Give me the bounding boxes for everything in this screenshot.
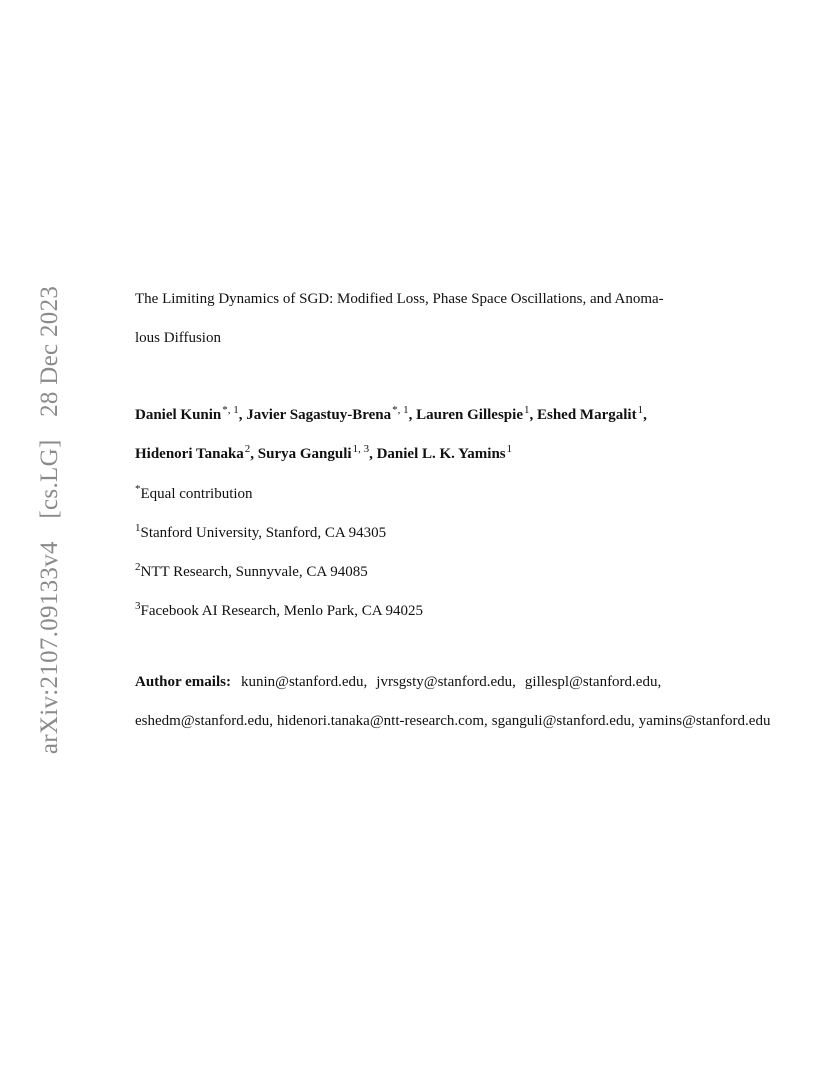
author-affiliation-mark: *, 1 bbox=[392, 404, 409, 416]
affiliation-text: Equal contribution bbox=[140, 486, 253, 502]
email-link[interactable]: gillespl@stanford.edu, bbox=[524, 674, 662, 690]
author-affiliation-mark: 2 bbox=[244, 443, 251, 455]
author-name: Daniel Kunin bbox=[135, 407, 222, 423]
author-list-line-2: Hidenori Tanaka$^2$, Surya Ganguli$^{1, 3}$, Daniel L. K. Yamins$^1$ bbox=[135, 443, 513, 462]
author-name: Daniel L. K. Yamins bbox=[376, 446, 506, 462]
author-affiliation-mark: 1 bbox=[637, 404, 644, 416]
affiliation-mark: 2 bbox=[135, 561, 141, 573]
author-affiliation-mark: 1 bbox=[506, 443, 513, 455]
arxiv-stamp bbox=[36, 286, 64, 754]
author-name: Javier Sagastuy-Brena bbox=[246, 407, 392, 423]
arxiv-id: arXiv:2107.09133v4 bbox=[36, 541, 63, 755]
affiliation-ntt bbox=[135, 561, 368, 580]
author-affiliation-mark: 1 bbox=[523, 404, 530, 416]
arxiv-category: [cs.LG] bbox=[36, 439, 63, 519]
email-link[interactable]: jvrsgsty@stanford.edu, bbox=[376, 674, 516, 690]
paper-title-line-1: The Limiting Dynamics of SGD: Modified Loss, Phase Space Oscillations, and Anoma- bbox=[135, 291, 664, 307]
author-name: Hidenori Tanaka bbox=[135, 446, 244, 462]
email-link[interactable]: eshedm@stanford.edu, bbox=[135, 713, 273, 729]
affiliation-facebook bbox=[135, 600, 423, 619]
paper-title-line-2: lous Diffusion bbox=[135, 330, 221, 346]
author-list-line-1: Daniel Kunin$^{*, 1}$, Javier Sagastuy-Brena$^{*, 1}$, Lauren Gillespie$^1$, Eshed Margalit$^1$, bbox=[135, 404, 647, 423]
author-name: Surya Ganguli bbox=[257, 446, 352, 462]
affiliation-text: Stanford University, Stanford, CA 94305 bbox=[140, 525, 387, 541]
email-link[interactable]: sganguli@stanford.edu, bbox=[491, 713, 635, 729]
affiliation-mark: * bbox=[135, 483, 141, 495]
author-emails-line-1 bbox=[135, 675, 661, 690]
arxiv-date: 28 Dec 2023 bbox=[36, 285, 63, 417]
affiliation-equal-contribution bbox=[135, 483, 253, 502]
author-name: Lauren Gillespie bbox=[416, 407, 523, 423]
author-affiliation-mark: 1, 3 bbox=[352, 443, 370, 455]
email-link[interactable]: hidenori.tanaka@ntt-research.com, bbox=[276, 713, 488, 729]
email-link[interactable]: kunin@stanford.edu, bbox=[240, 674, 368, 690]
author-emails-line-2 bbox=[135, 714, 770, 729]
affiliation-text: NTT Research, Sunnyvale, CA 94085 bbox=[140, 564, 368, 580]
author-affiliation-mark: *, 1 bbox=[222, 404, 239, 416]
affiliation-mark: 3 bbox=[135, 600, 141, 612]
affiliation-stanford bbox=[135, 522, 387, 541]
email-link[interactable]: yamins@stanford.edu bbox=[638, 713, 771, 729]
affiliation-mark: 1 bbox=[135, 522, 141, 534]
author-emails-label: Author emails: bbox=[135, 674, 231, 690]
author-name: Eshed Margalit bbox=[536, 407, 637, 423]
affiliation-text: Facebook AI Research, Menlo Park, CA 94025 bbox=[140, 603, 423, 619]
